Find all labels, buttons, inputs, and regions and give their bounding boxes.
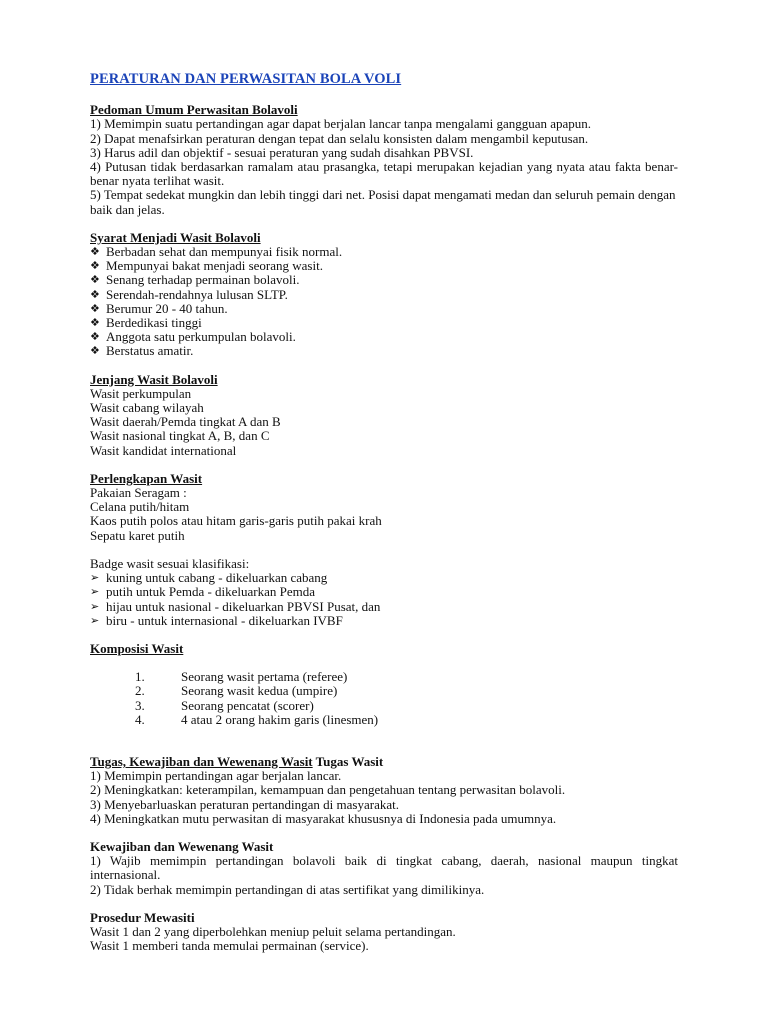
text-line: Celana putih/hitam (90, 499, 190, 515)
list-item: ➢ putih untuk Pemda - dikeluarkan Pemda (90, 584, 316, 600)
section-prosedur (90, 911, 678, 954)
list-item: Wasit perkumpulan (90, 385, 192, 401)
list-item: ❖ Serendah-rendahnya lulusan SLTP. (90, 286, 288, 302)
text-line: Kaos putih polos atau hitam garis-garis putih pakai krah (90, 513, 382, 529)
list-item: 2. Seorang wasit kedua (umpire) (135, 683, 338, 699)
section-jenjang (90, 373, 678, 458)
diamond-bullet-icon: ❖ (90, 245, 100, 259)
section-perlengkapan (90, 472, 678, 628)
heading-prosedur: Prosedur Mewasiti (90, 909, 195, 925)
document-content (90, 72, 678, 967)
list-item: 1. Seorang wasit pertama (referee) (135, 669, 348, 685)
section-tugas (90, 755, 678, 826)
text-line: Sepatu karet putih (90, 527, 185, 543)
heading-tugas: Tugas, Kewajiban dan Wewenang Wasit Tugas Wasit (90, 753, 384, 769)
list-item: ❖ Berumur 20 - 40 tahun. (90, 300, 228, 316)
diamond-bullet-icon: ❖ (90, 316, 100, 330)
heading-syarat: Syarat Menjadi Wasit Bolavoli (90, 229, 261, 245)
list-item: Wasit kandidat international (90, 442, 237, 458)
list-item: ❖ Berstatus amatir. (90, 343, 194, 359)
diamond-bullet-icon: ❖ (90, 301, 100, 315)
list-item: 2) Meningkatkan: keterampilan, kemampuan dan pengetahuan tentang perwasitan bolavoli. (90, 782, 566, 798)
pedoman-item: 2) Dapat menafsirkan peraturan dengan tepat dan selalu konsisten dalam mengambil keputusan. (90, 130, 589, 146)
list-item: 3. Seorang pencatat (scorer) (135, 697, 314, 713)
section-pedoman (90, 103, 678, 217)
pedoman-item: 3) Harus adil dan objektif - sesuai peraturan yang sudah disahkan PBVSI. (90, 144, 474, 160)
pedoman-item: 5) Tempat sedekat mungkin dan lebih tinggi dari net. Posisi dapat mengamati medan dan seluruh pemain dengan baik dan jelas. (90, 187, 676, 217)
diamond-bullet-icon: ❖ (90, 287, 100, 301)
badge-title: Badge wasit sesuai klasifikasi: (90, 555, 250, 571)
heading-kewajiban: Kewajiban dan Wewenang Wasit (90, 838, 274, 854)
list-item: 3) Menyebarluaskan peraturan pertandingan di masyarakat. (90, 796, 399, 812)
list-item: ❖ Anggota satu perkumpulan bolavoli. (90, 329, 296, 345)
list-item: Wasit daerah/Pemda tingkat A dan B (90, 414, 281, 430)
spacer (90, 656, 678, 670)
list-item: Wasit cabang wilayah (90, 400, 204, 416)
diamond-bullet-icon: ❖ (90, 344, 100, 358)
heading-perlengkapan: Perlengkapan Wasit (90, 470, 203, 486)
section-syarat (90, 231, 678, 359)
heading-jenjang: Jenjang Wasit Bolavoli (90, 371, 218, 387)
diamond-bullet-icon: ❖ (90, 330, 100, 344)
list-item: ➢ kuning untuk cabang - dikeluarkan cabang (90, 570, 328, 586)
list-item: ❖ Berdedikasi tinggi (90, 315, 202, 331)
list-item: Wasit 1 memberi tanda memulai permainan (service). (90, 938, 369, 954)
diamond-bullet-icon: ❖ (90, 273, 100, 287)
pedoman-item: 1) Memimpin suatu pertandingan agar dapat berjalan lancar tanpa mengalami gangguan apapun. (90, 116, 592, 132)
section-kewajiban (90, 840, 678, 897)
heading-pedoman: Pedoman Umum Perwasitan Bolavoli (90, 102, 298, 118)
list-item: ➢ hijau untuk nasional - dikeluarkan PBVSI Pusat, dan (90, 598, 381, 614)
list-item: 1) Wajib memimpin pertandingan bolavoli baik di tingkat cabang, daerah, nasional maupun tingkat internasional. (90, 853, 678, 883)
arrow-bullet-icon: ➢ (90, 599, 100, 613)
list-item: Wasit nasional tingkat A, B, dan C (90, 428, 270, 444)
list-item: 1) Memimpin pertandingan agar berjalan lancar. (90, 768, 342, 784)
list-item: ➢ biru - untuk internasional - dikeluarkan IVBF (90, 612, 343, 628)
spacer (90, 543, 678, 557)
arrow-bullet-icon: ➢ (90, 585, 100, 599)
list-item: ❖ Mempunyai bakat menjadi seorang wasit. (90, 258, 323, 274)
pedoman-item: 4) Putusan tidak berdasarkan ramalam atau prasangka, tetapi merupakan kejadian yang nyata atau fakta benar-benar nyata terlihat wasit. (90, 159, 678, 189)
list-item: 4) Meningkatkan mutu perwasitan di masyarakat khususnya di Indonesia pada umumnya. (90, 810, 557, 826)
list-item: 2) Tidak berhak memimpin pertandingan di atas sertifikat yang dimilikinya. (90, 881, 485, 897)
document-title: PERATURAN DAN PERWASITAN BOLA VOLI (90, 71, 402, 87)
section-komposisi (90, 642, 678, 727)
list-item: Wasit 1 dan 2 yang diperbolehkan meniup peluit selama pertandingan. (90, 923, 456, 939)
diamond-bullet-icon: ❖ (90, 259, 100, 273)
heading-komposisi: Komposisi Wasit (90, 640, 184, 656)
list-item: 4. 4 atau 2 orang hakim garis (linesmen) (135, 711, 379, 727)
list-item: ❖ Senang terhadap permainan bolavoli. (90, 272, 300, 288)
arrow-bullet-icon: ➢ (90, 571, 100, 585)
list-item: ❖ Berbadan sehat dan mempunyai fisik normal. (90, 244, 343, 260)
text-line: Pakaian Seragam : (90, 485, 187, 501)
arrow-bullet-icon: ➢ (90, 613, 100, 627)
